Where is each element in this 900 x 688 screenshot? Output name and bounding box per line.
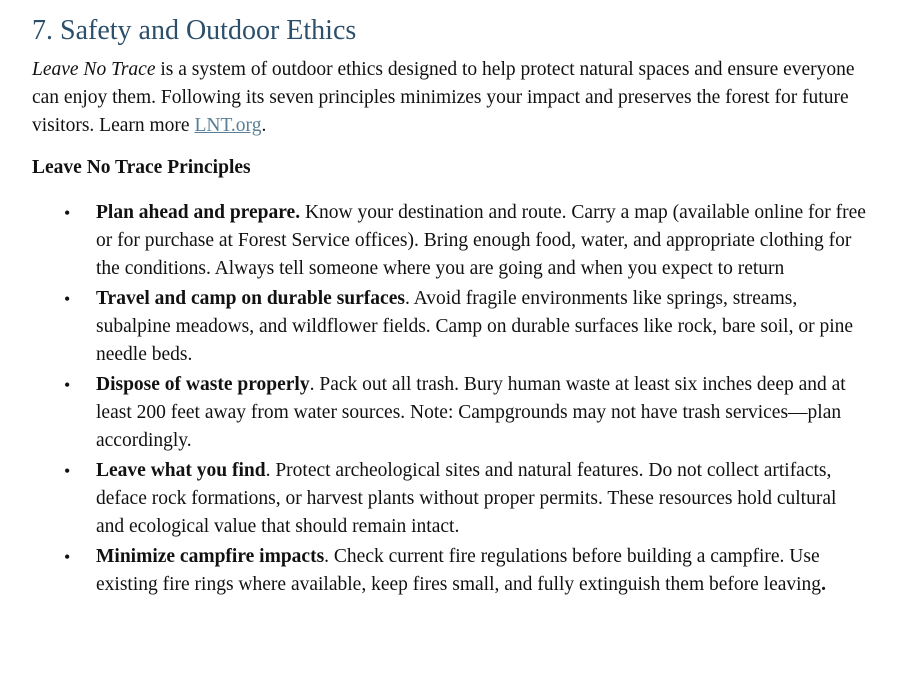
list-item <box>64 285 868 369</box>
lnt-link[interactable]: LNT.org <box>194 115 262 136</box>
principles-list <box>32 199 868 599</box>
principle-trailing: . <box>821 574 826 595</box>
principle-body: . Avoid fragile environments like springs, streams, subalpine meadows, and wildflower fields. Camp on durable surfaces like rock, bare soil, or pine needle beds. <box>96 288 854 365</box>
principle-title: Dispose of waste properly <box>96 374 310 395</box>
bullet-icon: • <box>64 203 71 223</box>
principle-body: . Check current fire regulations before building a campfire. Use existing fire rings where available, keep fires small, and fully extinguish them before leaving <box>96 546 822 595</box>
list-item <box>64 457 868 541</box>
principle-body: Know your destination and route. Carry a map (available online for free or for purchase at Forest Service offices). Bring enough food, water, and appropriate clothing for the conditions. Always tell someone where you are going and when you expect to return <box>96 202 866 279</box>
principle-title: Plan ahead and prepare. <box>96 202 301 223</box>
principle-title: Leave what you find <box>96 460 266 481</box>
principle-title: Travel and camp on durable surfaces <box>96 288 405 309</box>
bullet-icon: • <box>64 375 71 395</box>
section-title: 7. Safety and Outdoor Ethics <box>32 15 357 46</box>
principle-body: . Pack out all trash. Bury human waste at least six inches deep and at least 200 feet away from water sources. Note: Campgrounds may not have trash services—plan accordingly. <box>96 374 846 451</box>
list-item <box>64 543 868 599</box>
principles-heading: Leave No Trace Principles <box>32 157 251 178</box>
list-item <box>64 371 868 455</box>
principle-title: Minimize campfire impacts <box>96 546 325 567</box>
principle-body: . Protect archeological sites and natural features. Do not collect artifacts, deface rock formations, or harvest plants without proper permits. These resources hold cultural and ecological value that should remain intact. <box>96 460 837 537</box>
intro-paragraph <box>32 56 868 140</box>
list-item <box>64 199 868 283</box>
bullet-icon: • <box>64 289 71 309</box>
bullet-icon: • <box>64 547 71 567</box>
intro-text: is a system of outdoor ethics designed to help protect natural spaces and ensure everyone can enjoy them. Following its seven principles minimizes your impact and preserves the forest for future visitors. Learn more <box>32 59 855 136</box>
bullet-icon: • <box>64 461 71 481</box>
intro-emphasis: Leave No Trace <box>32 59 156 80</box>
intro-text-end: . <box>261 115 267 136</box>
